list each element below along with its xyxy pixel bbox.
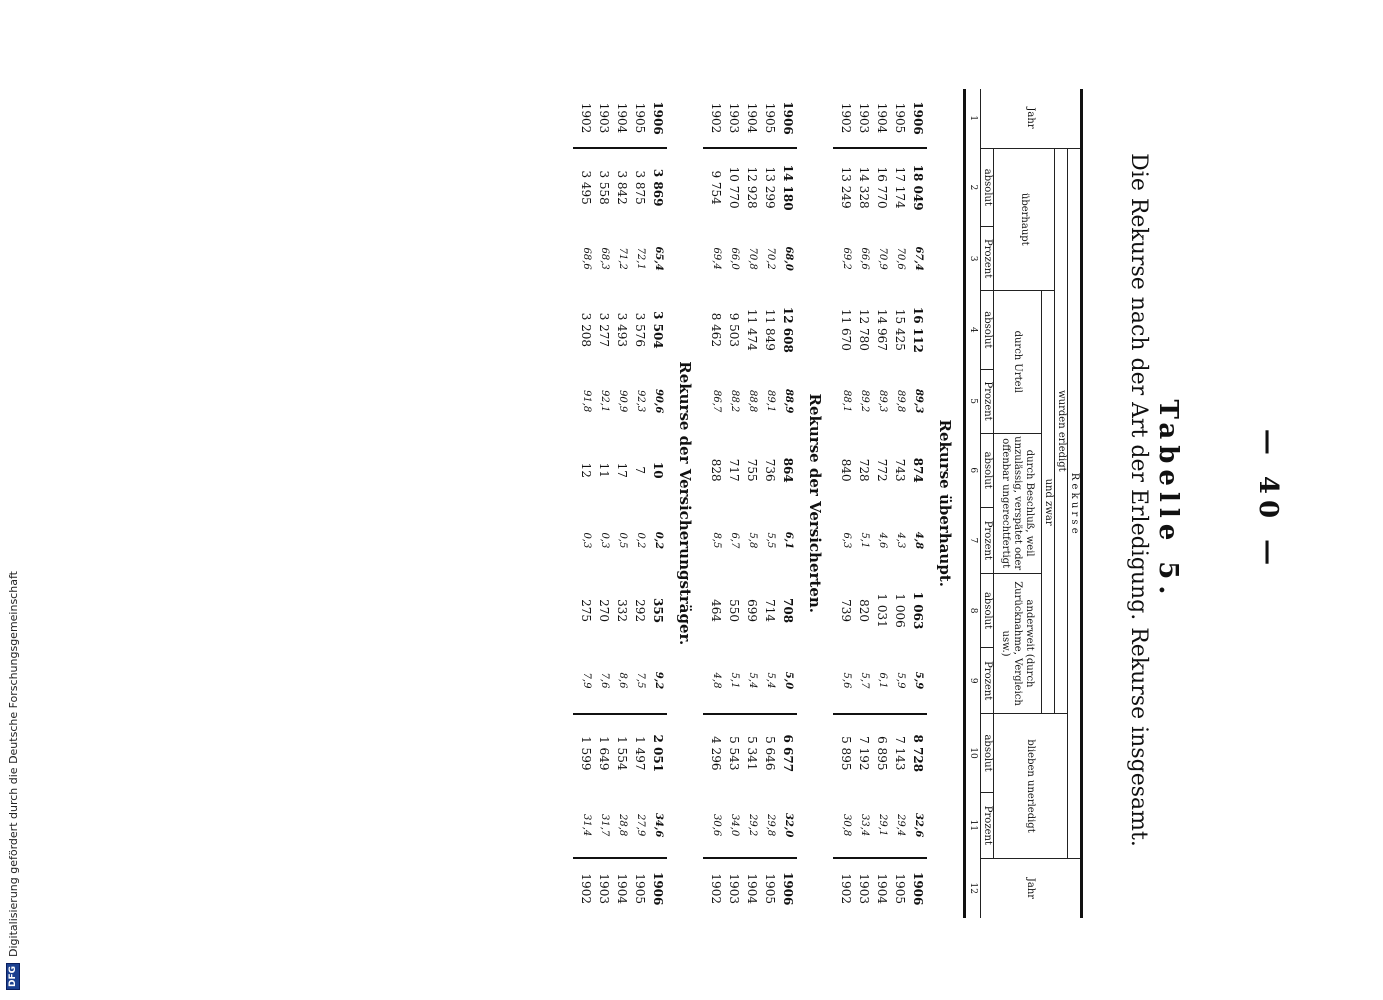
value-cell: 6 895 (873, 714, 891, 793)
value-cell: 11 (597, 462, 611, 478)
header-durch-urteil: durch Urteil (994, 291, 1042, 433)
year-cell: 1903 (857, 102, 871, 134)
section-title: Rekurse der Versicherungsträger. (676, 361, 694, 646)
value-cell: 1 006 (893, 593, 907, 628)
value-cell: 772 (875, 458, 889, 482)
year-cell: 1902 (833, 858, 855, 918)
value-cell: 4 296 (703, 714, 725, 793)
section-heading-row (667, 89, 703, 919)
value-cell: 89,1 (765, 389, 776, 413)
section-title: Rekurse überhaupt. (936, 419, 954, 587)
column-number-row (965, 89, 981, 919)
value-cell: 5 341 (743, 714, 761, 793)
value-cell: 714 (763, 599, 777, 623)
year-cell: 1905 (631, 858, 649, 918)
value-cell: 1 649 (595, 714, 613, 793)
value-cell: 828 (709, 458, 723, 482)
year-cell: 1905 (891, 858, 909, 918)
year-cell: 1905 (763, 102, 777, 134)
value-cell: 31,4 (581, 814, 592, 837)
col-number: 5 (965, 369, 981, 433)
col-number: 2 (965, 148, 981, 227)
table-body (573, 89, 965, 919)
table-row (833, 89, 855, 919)
value-cell: 2 051 (649, 714, 667, 793)
value-cell: 31,7 (599, 814, 610, 837)
value-cell: 14 328 (855, 148, 873, 227)
year-cell: 1906 (779, 858, 797, 918)
year-cell: 1902 (709, 102, 723, 134)
header-absolut: absolut (981, 433, 994, 507)
value-cell: 29,8 (765, 814, 776, 837)
value-cell: 15 425 (893, 308, 907, 351)
value-cell: 3 277 (597, 312, 611, 348)
table-row (743, 89, 761, 919)
value-cell: 5,8 (747, 532, 758, 549)
header-wurden-erledigt: wurden erledigt (1055, 148, 1068, 714)
year-cell: 1906 (911, 101, 925, 135)
value-cell: 69,2 (841, 247, 852, 270)
value-cell: 3 493 (615, 312, 629, 348)
year-cell: 1904 (615, 102, 629, 134)
value-cell: 874 (911, 457, 925, 483)
year-cell: 1902 (839, 102, 853, 134)
value-cell: 0,3 (581, 532, 592, 549)
value-cell: 89,3 (877, 389, 888, 413)
value-cell: 7 192 (855, 714, 873, 793)
col-number: 11 (965, 792, 981, 858)
header-absolut: absolut (981, 573, 994, 647)
year-cell: 1903 (597, 102, 611, 134)
value-cell: 88,8 (747, 389, 758, 413)
value-cell: 34,0 (729, 814, 740, 837)
value-cell: 14 180 (779, 148, 797, 227)
value-cell: 86,7 (711, 389, 722, 413)
value-cell: 755 (745, 458, 759, 482)
header-prozent: Prozent (981, 792, 994, 858)
value-cell: 66,6 (859, 247, 870, 270)
value-cell: 5 543 (725, 714, 743, 793)
value-cell: 29,1 (877, 814, 888, 837)
header-ueberhaupt: überhaupt (994, 148, 1055, 290)
value-cell: 0,2 (653, 531, 664, 550)
value-cell: 3 504 (651, 311, 665, 349)
value-cell: 67,4 (913, 246, 924, 271)
value-cell: 66,0 (729, 247, 740, 270)
header-durch-beschluss: durch Beschluß, weil unzulässig, verspätet oder offenbar ungerechtfertigt (994, 433, 1042, 573)
table-row (909, 89, 927, 919)
value-cell: 7,5 (635, 672, 646, 689)
value-cell: 5,0 (783, 671, 794, 690)
value-cell: 29,2 (747, 814, 758, 837)
value-cell: 1 497 (631, 714, 649, 793)
value-cell: 7,6 (599, 672, 610, 689)
value-cell: 0,3 (599, 532, 610, 549)
header-row-5 (981, 89, 994, 919)
value-cell: 13 249 (833, 148, 855, 227)
value-cell: 1 554 (613, 714, 631, 793)
value-cell: 16 112 (911, 306, 925, 353)
value-cell: 6 677 (779, 714, 797, 793)
header-prozent: Prozent (981, 369, 994, 433)
value-cell: 32,0 (783, 812, 794, 838)
header-anderweit: anderweit (durch Zurücknahme, Vergleich usw.) (994, 573, 1042, 713)
value-cell: 68,6 (581, 247, 592, 270)
table-row (891, 89, 909, 919)
statistics-table (573, 88, 1083, 918)
year-cell: 1906 (649, 858, 667, 918)
value-cell: 6,7 (729, 532, 740, 549)
value-cell: 464 (709, 599, 723, 623)
value-cell: 71,2 (617, 247, 628, 270)
value-cell: 864 (781, 457, 795, 483)
value-cell: 3 842 (613, 148, 631, 227)
value-cell: 88,1 (841, 389, 852, 413)
value-cell: 5,7 (859, 672, 870, 689)
table-title: Tabelle 5. (1153, 399, 1183, 601)
value-cell: 5 646 (761, 714, 779, 793)
section-title: Rekurse der Versicherten. (806, 393, 824, 613)
value-cell: 89,2 (859, 389, 870, 413)
header-blieben-unerledigt: blieben unerledigt (994, 714, 1068, 859)
value-cell: 9,2 (653, 671, 664, 690)
year-cell: 1904 (613, 858, 631, 918)
header-prozent: Prozent (981, 648, 994, 714)
value-cell: 0,5 (617, 532, 628, 549)
value-cell: 739 (839, 599, 853, 623)
value-cell: 12 608 (781, 306, 795, 353)
value-cell: 840 (839, 458, 853, 482)
col-number: 7 (965, 507, 981, 573)
value-cell: 5,9 (913, 671, 924, 690)
value-cell: 8 462 (709, 312, 723, 348)
value-cell: 8 728 (909, 714, 927, 793)
value-cell: 12 928 (743, 148, 761, 227)
value-cell: 92,1 (599, 389, 610, 413)
value-cell: 292 (633, 599, 647, 623)
col-number: 6 (965, 433, 981, 507)
value-cell: 6,3 (841, 532, 852, 549)
value-cell: 5,4 (765, 672, 776, 689)
value-cell: 8,5 (711, 532, 722, 549)
value-cell: 3 558 (595, 148, 613, 227)
value-cell: 5,6 (841, 672, 852, 689)
value-cell: 30,6 (711, 814, 722, 837)
table-row (573, 89, 595, 919)
year-cell: 1902 (703, 858, 725, 918)
value-cell: 18 049 (909, 148, 927, 227)
value-cell: 10 (651, 461, 665, 479)
year-cell: 1902 (573, 858, 595, 918)
value-cell: 1 031 (875, 593, 889, 628)
header-und-zwar: und zwar (1042, 291, 1055, 714)
value-cell: 17 174 (891, 148, 909, 227)
value-cell: 820 (857, 599, 871, 623)
value-cell: 9 503 (727, 312, 741, 348)
value-cell: 32,6 (913, 812, 924, 838)
value-cell: 0,2 (635, 532, 646, 549)
header-rekurse: R e k u r s e (1068, 148, 1082, 858)
year-cell: 1904 (743, 858, 761, 918)
value-cell: 33,4 (859, 814, 870, 837)
value-cell: 90,6 (653, 388, 664, 414)
table-row (761, 89, 779, 919)
value-cell: 4,6 (877, 532, 888, 549)
year-cell: 1906 (909, 858, 927, 918)
year-cell: 1904 (875, 102, 889, 134)
value-cell: 5,9 (895, 672, 906, 689)
value-cell: 11 670 (839, 308, 853, 351)
table-row (613, 89, 631, 919)
value-cell: 70,9 (877, 247, 888, 270)
year-cell: 1906 (651, 101, 665, 135)
col-number: 1 (965, 89, 981, 149)
value-cell: 3 869 (649, 148, 667, 227)
header-absolut: absolut (981, 291, 994, 370)
value-cell: 28,8 (617, 814, 628, 837)
value-cell: 550 (727, 599, 741, 623)
table-subtitle: Die Rekurse nach der Art der Erledigung. Rekurse insgesamt. (1126, 153, 1151, 847)
section-heading-row (927, 89, 965, 919)
value-cell: 70,2 (765, 247, 776, 270)
value-cell: 3 875 (631, 148, 649, 227)
value-cell: 728 (857, 458, 871, 482)
table-row (873, 89, 891, 919)
value-cell: 11 849 (763, 308, 777, 351)
value-cell: 5,1 (859, 532, 870, 549)
page-number: — 40 — (1253, 428, 1283, 572)
value-cell: 743 (893, 458, 907, 482)
table-row (703, 89, 725, 919)
value-cell: 5,1 (729, 672, 740, 689)
table-row (855, 89, 873, 919)
value-cell: 1 063 (911, 591, 925, 630)
value-cell: 4,8 (711, 672, 722, 689)
value-cell: 13 299 (761, 148, 779, 227)
section-heading-row (797, 89, 833, 919)
value-cell: 27,9 (635, 814, 646, 837)
value-cell: 91,8 (581, 389, 592, 413)
header-prozent: Prozent (981, 507, 994, 573)
table-row (595, 89, 613, 919)
value-cell: 8,6 (617, 672, 628, 689)
value-cell: 65,4 (653, 246, 664, 271)
value-cell: 70,6 (895, 247, 906, 270)
col-number: 8 (965, 573, 981, 647)
value-cell: 69,4 (711, 247, 722, 270)
year-cell: 1905 (633, 102, 647, 134)
value-cell: 5,5 (765, 532, 776, 549)
credit-text: Digitalisierung gefördert durch die Deutsche Forschungsgemeinschaft (6, 571, 20, 957)
year-cell: 1903 (727, 102, 741, 134)
year-cell: 1903 (855, 858, 873, 918)
value-cell: 5,4 (747, 672, 758, 689)
value-cell: 355 (651, 598, 665, 624)
value-cell: 6,1 (877, 672, 888, 689)
value-cell: 68,3 (599, 247, 610, 270)
value-cell: 70,8 (747, 247, 758, 270)
value-cell: 12 (579, 462, 593, 478)
table-row (649, 89, 667, 919)
year-cell: 1906 (781, 101, 795, 135)
value-cell: 7,9 (581, 672, 592, 689)
col-number: 10 (965, 714, 981, 793)
col-number: 4 (965, 291, 981, 370)
value-cell: 11 474 (745, 308, 759, 351)
header-prozent: Prozent (981, 227, 994, 291)
value-cell: 332 (615, 599, 629, 623)
value-cell: 6,1 (783, 531, 794, 550)
value-cell: 9 754 (703, 148, 725, 227)
col-number: 3 (965, 227, 981, 291)
table-row (631, 89, 649, 919)
value-cell: 72,1 (635, 247, 646, 270)
value-cell: 88,9 (783, 388, 794, 414)
value-cell: 10 770 (725, 148, 743, 227)
header-row-1 (1068, 89, 1082, 919)
year-cell: 1902 (579, 102, 593, 134)
value-cell: 16 770 (873, 148, 891, 227)
col-number: 12 (965, 858, 981, 918)
value-cell: 12 780 (857, 308, 871, 351)
value-cell: 1 599 (573, 714, 595, 793)
header-jahr-right: Jahr (981, 858, 1082, 918)
header-row-2 (1055, 89, 1068, 919)
value-cell: 4,3 (895, 532, 906, 549)
value-cell: 89,3 (913, 388, 924, 414)
value-cell: 34,6 (653, 812, 664, 838)
year-cell: 1905 (893, 102, 907, 134)
value-cell: 89,8 (895, 389, 906, 413)
value-cell: 17 (615, 462, 629, 478)
value-cell: 3 576 (633, 312, 647, 348)
year-cell: 1905 (761, 858, 779, 918)
year-cell: 1904 (873, 858, 891, 918)
dfg-logo-icon: DFG (6, 963, 20, 990)
value-cell: 736 (763, 458, 777, 482)
value-cell: 708 (781, 598, 795, 624)
value-cell: 90,9 (617, 389, 628, 413)
value-cell: 5 895 (833, 714, 855, 793)
header-jahr-left: Jahr (981, 89, 1082, 149)
value-cell: 92,3 (635, 389, 646, 413)
value-cell: 270 (597, 599, 611, 623)
year-cell: 1904 (745, 102, 759, 134)
value-cell: 30,8 (841, 814, 852, 837)
year-cell: 1903 (725, 858, 743, 918)
header-absolut: absolut (981, 148, 994, 227)
header-absolut: absolut (981, 714, 994, 793)
value-cell: 68,0 (783, 246, 794, 271)
value-cell: 275 (579, 599, 593, 623)
table-row (725, 89, 743, 919)
value-cell: 29,4 (895, 814, 906, 837)
col-number: 9 (965, 648, 981, 714)
table-row (779, 89, 797, 919)
value-cell: 7 (633, 466, 647, 475)
year-cell: 1903 (595, 858, 613, 918)
value-cell: 699 (745, 599, 759, 623)
value-cell: 14 967 (875, 308, 889, 351)
value-cell: 717 (727, 458, 741, 482)
value-cell: 3 208 (579, 312, 593, 348)
value-cell: 4,8 (913, 531, 924, 550)
value-cell: 7 143 (891, 714, 909, 793)
value-cell: 88,2 (729, 389, 740, 413)
value-cell: 3 495 (573, 148, 595, 227)
